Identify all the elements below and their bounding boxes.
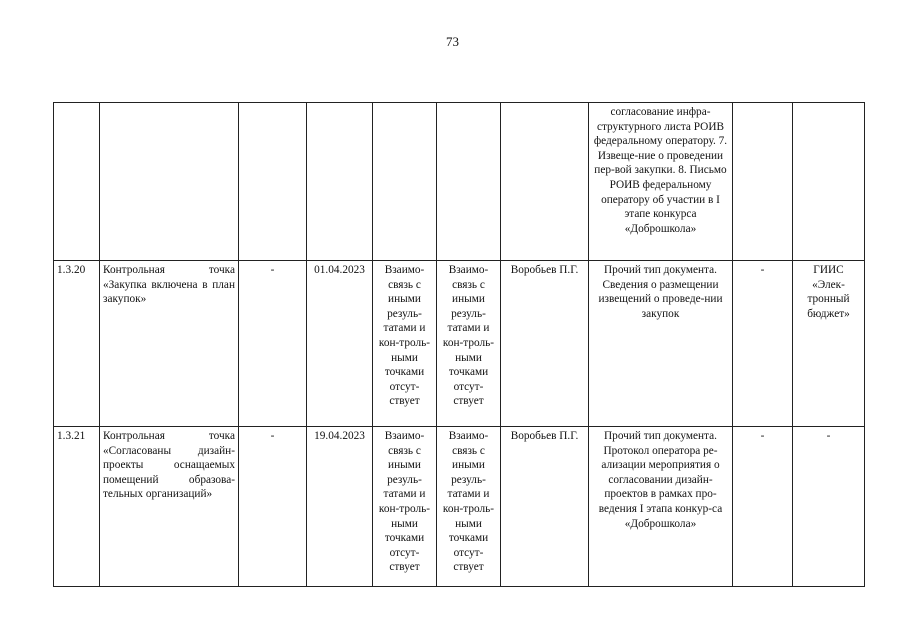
cell-col9 (733, 103, 793, 261)
document-type: Прочий тип документа. Протокол оператора ре-ализации мероприятия о согласовании дизайн-проектов в рамках про-ведения I этапа конкур-са «Доброшкола» (589, 427, 733, 587)
responsible-person (501, 103, 589, 261)
successors: Взаимо-связь с иными резуль-татами и кон-троль-ными точками отсут-ствует (437, 427, 501, 587)
responsible-person: Воробьев П.Г. (501, 427, 589, 587)
cell-col9: - (733, 427, 793, 587)
table-row (54, 103, 865, 261)
table-row (54, 427, 865, 587)
cell-col3 (239, 103, 307, 261)
information-system (793, 103, 865, 261)
page-number: 73 (446, 34, 459, 49)
row-number: 1.3.21 (54, 427, 100, 587)
cell-col9: - (733, 261, 793, 427)
information-system: ГИИС «Элек-тронный бюджет» (793, 261, 865, 427)
control-point-name: Контрольная точка «Согласованы дизайн-проекты оснащаемых помещений образова-тельных организаций» (100, 427, 239, 587)
successors (437, 103, 501, 261)
predecessors: Взаимо-связь с иными резуль-татами и кон-троль-ными точками отсут-ствует (373, 427, 437, 587)
predecessors (373, 103, 437, 261)
row-number (54, 103, 100, 261)
predecessors: Взаимо-связь с иными резуль-татами и кон-троль-ными точками отсут-ствует (373, 261, 437, 427)
deadline-date: 01.04.2023 (307, 261, 373, 427)
information-system: - (793, 427, 865, 587)
deadline-date (307, 103, 373, 261)
deadline-date: 19.04.2023 (307, 427, 373, 587)
document-type: согласование инфра-структурного листа РОИВ федеральному оператору. 7. Извеще-ние о проведении пер-вой закупки. 8. Письмо РОИВ федеральному оператору об участии в I этапе конкурса «Доброшкола» (589, 103, 733, 261)
document-type: Прочий тип документа. Сведения о размещении извещений о проведе-нии закупок (589, 261, 733, 427)
control-point-name (100, 103, 239, 261)
table-row (54, 261, 865, 427)
cell-col3: - (239, 427, 307, 587)
control-point-name: Контрольная точка «Закупка включена в план закупок» (100, 261, 239, 427)
cell-col3: - (239, 261, 307, 427)
plan-table (53, 102, 865, 587)
responsible-person: Воробьев П.Г. (501, 261, 589, 427)
row-number: 1.3.20 (54, 261, 100, 427)
successors: Взаимо-связь с иными резуль-татами и кон-троль-ными точками отсут-ствует (437, 261, 501, 427)
